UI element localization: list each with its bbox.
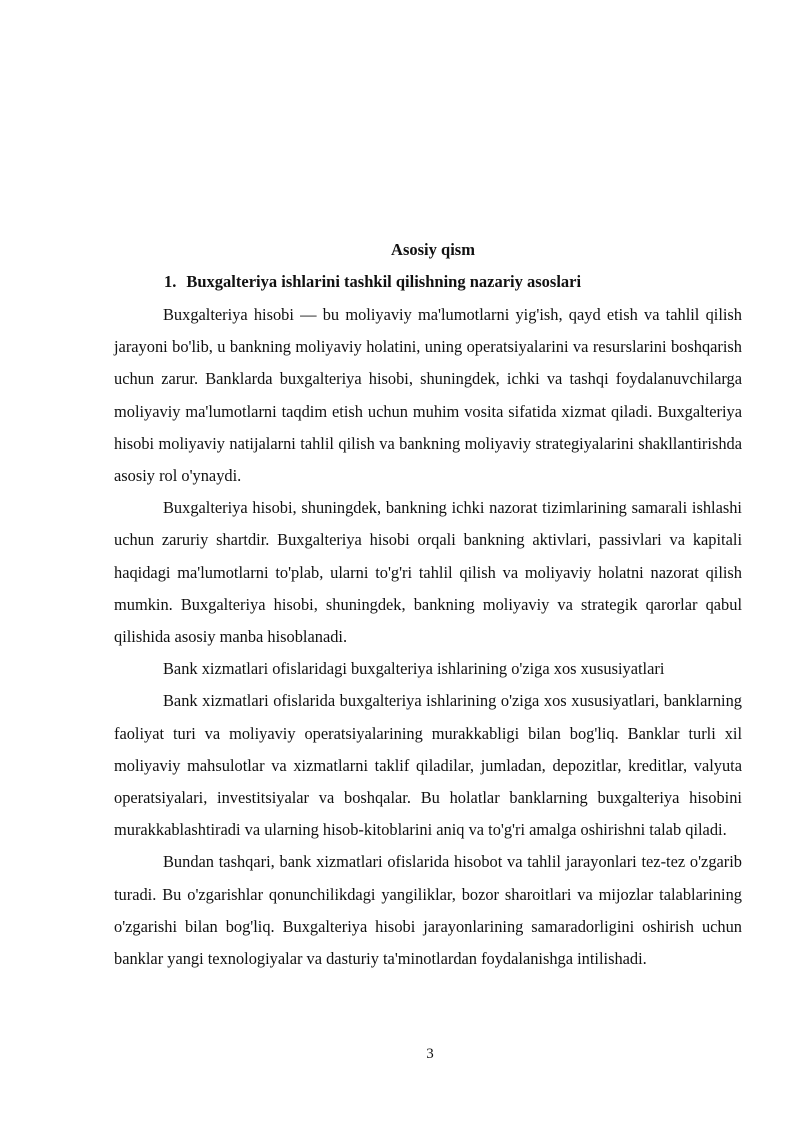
section-title: Asosiy qism: [391, 240, 475, 259]
paragraph: Buxgalteriya hisobi — bu moliyaviy ma'lumotlarni yig'ish, qayd etish va tahlil qilish jarayoni bo'lib, u bankning moliyaviy holatini, uning operatsiyalarini va resurslarini boshqarish uchun zarur. Banklarda buxgalteriya hisobi, shuningdek, ichki va tashqi foydalanuvchilarga moliyaviy ma'lumotlarni taqdim etish uchun muhim vosita sifatida xizmat qiladi. Buxgalteriya hisobi moliyaviy natijalarni tahlil qilish va bankning moliyaviy strategiyalarini shakllantirishda asosiy rol o'ynaydi.: [114, 305, 742, 486]
subsection-number: 1.: [164, 272, 177, 291]
subsection-heading: [164, 271, 581, 293]
page-number: 3: [426, 1046, 434, 1062]
paragraph: Bundan tashqari, bank xizmatlari ofislarida hisobot va tahlil jarayonlari tez-tez o'zgarib turadi. Bu o'zgarishlar qonunchilikdagi yangiliklar, bozor sharoitlari va mijozlar talablarining o'zgarishi bilan bog'liq. Buxgalteriya hisobi jarayonlarining samaradorligini oshirish uchun banklar yangi texnologiyalar va dasturiy ta'minotlardan foydalanishga intilishadi.: [114, 852, 742, 969]
subsection-title: Buxgalteriya ishlarini tashkil qilishning nazariy asoslari: [186, 272, 582, 291]
paragraph-heading: Bank xizmatlari ofislaridagi buxgalteriya ishlarining o'ziga xos xususiyatlari: [163, 659, 665, 679]
body-text: [114, 299, 742, 975]
paragraph: Buxgalteriya hisobi, shuningdek, bankning ichki nazorat tizimlarining samarali ishlashi uchun zaruriy shartdir. Buxgalteriya hisobi orqali bankning aktivlari, passivlari va kapitali haqidagi ma'lumotlarni to'plab, ularni to'g'ri tahlil qilish va moliyaviy holatni nazorat qilish mumkin. Buxgalteriya hisobi, shuningdek, bankning moliyaviy va strategik qarorlar qabul qilishida asosiy manba hisoblanadi.: [114, 498, 742, 647]
paragraph: Bank xizmatlari ofislarida buxgalteriya ishlarining o'ziga xos xususiyatlari, banklarning faoliyat turi va moliyaviy operatsiyalarining murakkabligi bilan bog'liq. Banklar turli xil moliyaviy mahsulotlar va xizmatlarni taklif qiladilar, jumladan, depozitlar, kreditlar, valyuta operatsiyalari, investitsiyalar va boshqalar. Bu holatlar banklarning buxgalteriya hisobini murakkablashtiradi va ularning hisob-kitoblarini aniq va to'g'ri amalga oshirishni talab qiladi.: [114, 691, 742, 840]
